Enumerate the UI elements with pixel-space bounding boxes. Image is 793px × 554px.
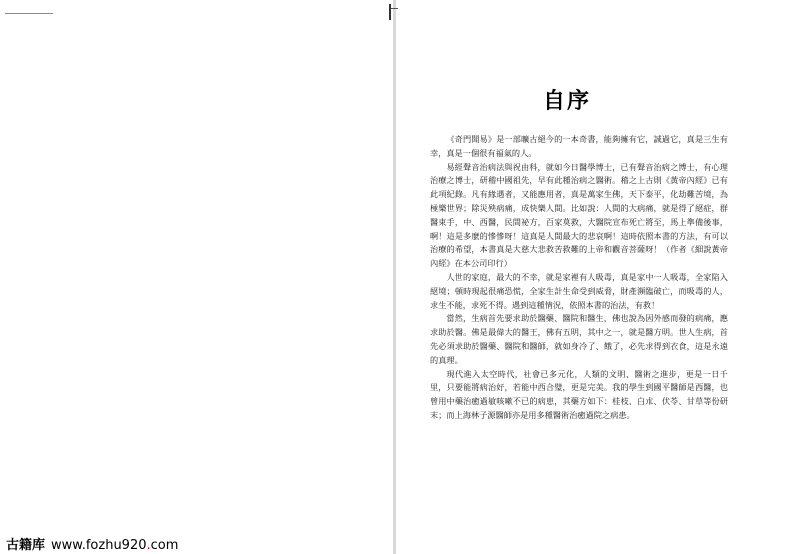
paragraph: 易經聲音治病法與祝由科，就如今日醫學博士，已有聲音治病之博士，有心理治療之博士，研稽中國祖先，早有此種治病之醫術。稽之上古則《黃帝內經》已有此項紀錄。凡有緣遇者，又能應用者，真是萬家生佛，天下泰平，化劫難苦境，為極樂世界；除災殃病痛，成快樂人間。比如說：人間的大病痛，就是得了絕症，群醫束手，中、西醫，民間祕方，百家莫救，大醫院宣布死亡將至，馬上準備後事，啊！這是多麼的慘慘呀！這真是人間最大的悲哀啊！這時依照本書的方法，有可以治療的希望，本書真是大慈大悲救苦救難的上帝和觀音菩薩呀！（作者《細說黃帝內經》在本公司印行） xyxy=(430,161,728,269)
scan-edge-line xyxy=(5,13,53,14)
left-page-blank xyxy=(0,0,395,554)
paragraph: 《奇門聞易》是一部曠古絕今的一本奇書，能夠擁有它，誠過它，真是三生有幸，真是一個很有福氣的人。 xyxy=(430,134,728,158)
watermark-url-dot: . xyxy=(146,538,151,553)
preface-body xyxy=(430,133,728,423)
watermark-url xyxy=(51,538,178,553)
paragraph: 當然，生病首先要求助於醫藥、醫院和醫生，佛也說為因外感而發的病痛，應求助於醫。佛是最偉大的醫王，佛有五明，其中之一，就是醫方明。世人生病，首先必須求助於醫藥、醫院和醫師，就如身冷了、餓了，必先求得到衣食，這是永遠的真理。 xyxy=(430,313,728,365)
watermark-url-part2: com xyxy=(150,538,179,553)
paragraph: 現代進入太空時代，社會已多元化，人類的文明、醫術之進步，更是一日千里，只要能將病治好，若能中西合璧，更是完美。我的學生到國平醫師是西醫，也曾用中藥治癒過敏咳嗽不已的病患，其藥方如下：桂枝、白朮、伏苓、甘草等份研末；而上海林子源醫師亦是用多種醫術治癒過院之病患。 xyxy=(430,368,728,420)
scan-mark xyxy=(389,4,391,20)
watermark-url-part1: www.fozhu920 xyxy=(51,538,147,553)
paragraph: 人世的家庭，最大的不幸，就是家裡有人吸毒，真是家中一人吸毒，全家陷入絕境；頓時現起很痛恐慌，全家生計生命受到威脅，財產瀕臨破亡，而吸毒的人，求生不能，求死不得。遇到這種情況，依照本書的治法，有救！ xyxy=(430,271,728,310)
page-title: 自序 xyxy=(543,89,592,114)
book-gutter xyxy=(393,0,396,554)
site-watermark xyxy=(6,534,178,553)
watermark-site-name: 古籍库 xyxy=(6,538,46,553)
